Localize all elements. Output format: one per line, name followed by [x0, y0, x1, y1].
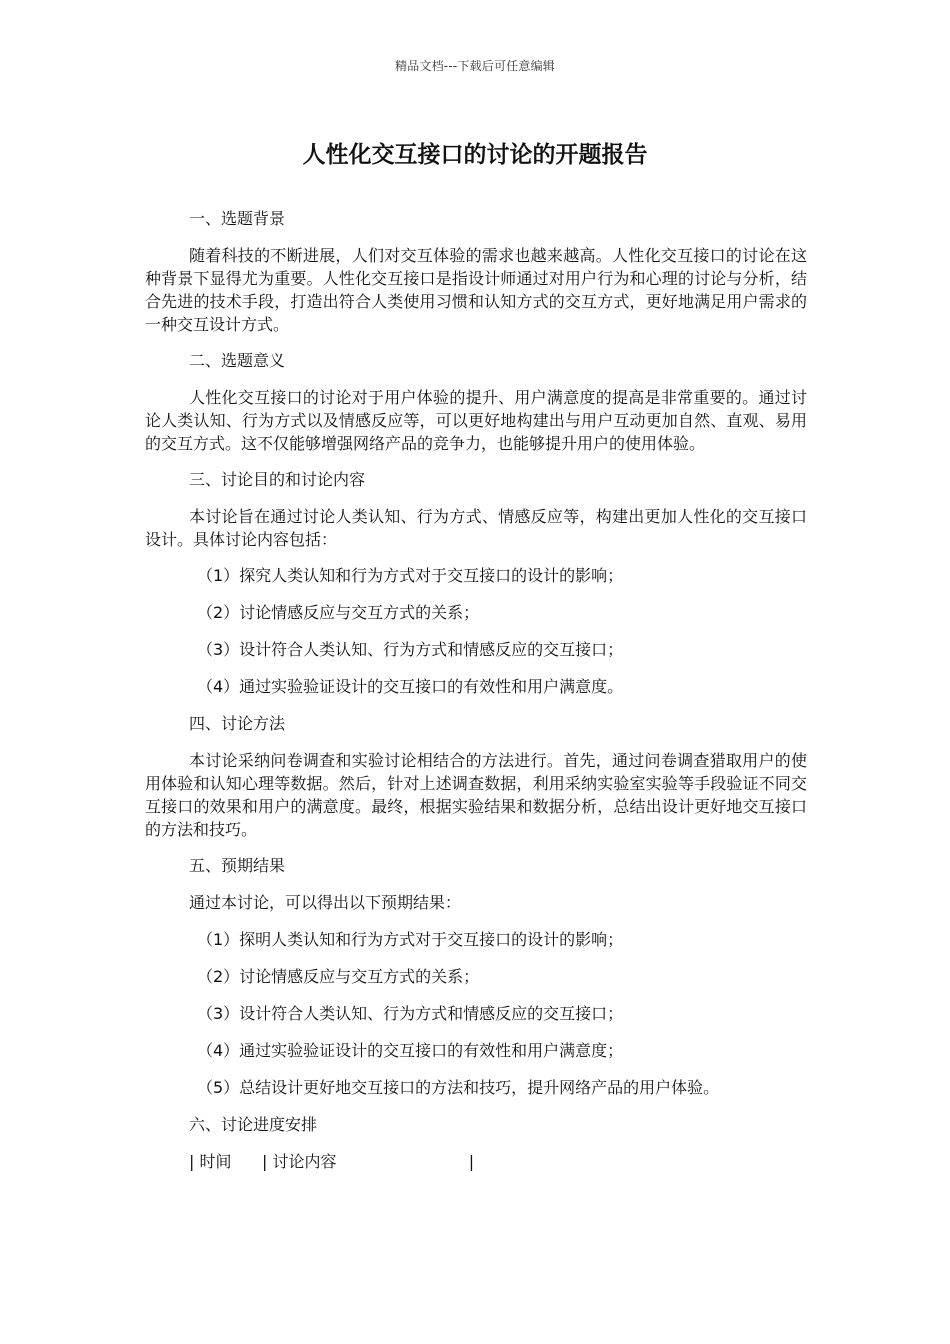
section-heading-expected: 五、预期结果: [189, 856, 286, 875]
section-heading-methods: 四、讨论方法: [189, 714, 286, 733]
list-item: （4）通过实验验证设计的交互接口的有效性和用户满意度；: [197, 1041, 624, 1060]
section-heading-purpose: 三、讨论目的和讨论内容: [189, 470, 366, 489]
paragraph-background: 随着科技的不断进展，人们对交互体验的需求也越来越高。人性化交互接口的讨论在这种背景下显得尤为重要。人性化交互接口是指设计师通过对用户行为和心理的讨论与分析，结合先进的技术手段，打造出符合人类使用习惯和认知方式的交互方式，更好地满足用户需求的一种交互设计方式。: [145, 246, 807, 334]
paragraph-purpose: 本讨论旨在通过讨论人类认知、行为方式、情感反应等，构建出更加人性化的交互接口设计。具体讨论内容包括：: [145, 507, 807, 549]
list-item: （1）探明人类认知和行为方式对于交互接口的设计的影响；: [197, 930, 624, 949]
list-item: （1）探究人类认知和行为方式对于交互接口的设计的影响；: [197, 566, 624, 585]
paragraph-methods: 本讨论采纳问卷调查和实验讨论相结合的方法进行。首先，通过问卷调查猎取用户的使用体验和认知心理等数据。然后，针对上述调查数据，利用采纳实验室实验等手段验证不同交互接口的效果和用户的满意度。最终，根据实验结果和数据分析，总结出设计更好地交互接口的方法和技巧。: [145, 751, 807, 839]
list-item: （3）设计符合人类认知、行为方式和情感反应的交互接口；: [197, 1004, 624, 1023]
section-heading-background: 一、选题背景: [189, 209, 286, 228]
purpose-list: [145, 564, 807, 698]
list-item: （4）通过实验验证设计的交互接口的有效性和用户满意度。: [197, 677, 624, 696]
list-item: （2）讨论情感反应与交互方式的关系；: [197, 603, 480, 622]
header-note: 精品文档---下载后可任意编辑: [395, 59, 555, 73]
list-item: （2）讨论情感反应与交互方式的关系；: [197, 967, 480, 986]
list-item: （5）总结设计更好地交互接口的方法和技巧，提升网络产品的用户体验。: [197, 1078, 720, 1097]
document-body: [145, 207, 807, 1173]
paragraph-significance: 人性化交互接口的讨论对于用户体验的提升、用户满意度的提高是非常重要的。通过讨论人类认知、行为方式以及情感反应等，可以更好地构建出与用户互动更加自然、直观、易用的交互方式。这不仅能够增强网络产品的竞争力，也能够提升用户的使用体验。: [145, 388, 807, 453]
schedule-table-header: | 时间 | 讨论内容 |: [189, 1152, 475, 1171]
expected-lead: 通过本讨论，可以得出以下预期结果：: [189, 893, 462, 912]
section-heading-schedule: 六、讨论进度安排: [189, 1115, 318, 1134]
expected-list: [145, 928, 807, 1099]
document-title: 人性化交互接口的讨论的开题报告: [302, 142, 648, 168]
section-heading-significance: 二、选题意义: [189, 351, 286, 370]
list-item: （3）设计符合人类认知、行为方式和情感反应的交互接口；: [197, 640, 624, 659]
